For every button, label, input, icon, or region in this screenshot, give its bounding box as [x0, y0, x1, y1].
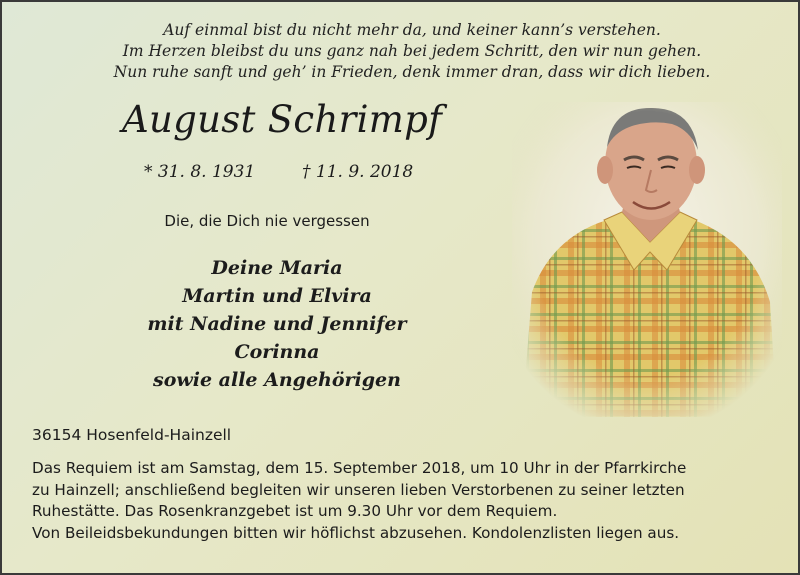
mourner-line: Martin und Elvira — [182, 285, 372, 307]
location: 36154 Hosenfeld-Hainzell — [32, 426, 232, 444]
portrait-photo — [512, 102, 782, 417]
mourners-intro: Die, die Dich nie vergessen — [164, 212, 370, 230]
mourners-list — [112, 254, 442, 394]
poem — [62, 20, 762, 83]
mourner-line: Corinna — [234, 341, 320, 363]
poem-line: Nun ruhe sanft und geh’ in Frieden, denk immer dran, dass wir dich lieben. — [113, 63, 711, 81]
info-line: zu Hainzell; anschließend begleiten wir unseren lieben Verstorbenen zu seiner letzten — [32, 480, 685, 499]
poem-line: Im Herzen bleibst du uns ganz nah bei jedem Schritt, den wir nun gehen. — [122, 42, 702, 60]
mourner-line: mit Nadine und Jennifer — [147, 313, 407, 335]
info-line: Das Requiem ist am Samstag, dem 15. September 2018, um 10 Uhr in der Pfarrkirche — [32, 459, 687, 477]
info-line: Ruhestätte. Das Rosenkranzgebet ist um 9.30 Uhr vor dem Requiem. — [32, 502, 558, 520]
deceased-name: August Schrimpf — [122, 98, 443, 141]
mourner-line: Deine Maria — [211, 257, 343, 279]
service-info — [32, 458, 782, 544]
mourner-line: sowie alle Angehörigen — [153, 369, 401, 391]
poem-line: Auf einmal bist du nicht mehr da, und keiner kann’s verstehen. — [163, 21, 661, 39]
death-date: † 11. 9. 2018 — [302, 162, 414, 182]
info-line: Von Beileidsbekundungen bitten wir höflichst abzusehen. Kondolenzlisten liegen aus. — [32, 523, 680, 542]
birth-date: * 31. 8. 1931 — [144, 162, 256, 182]
